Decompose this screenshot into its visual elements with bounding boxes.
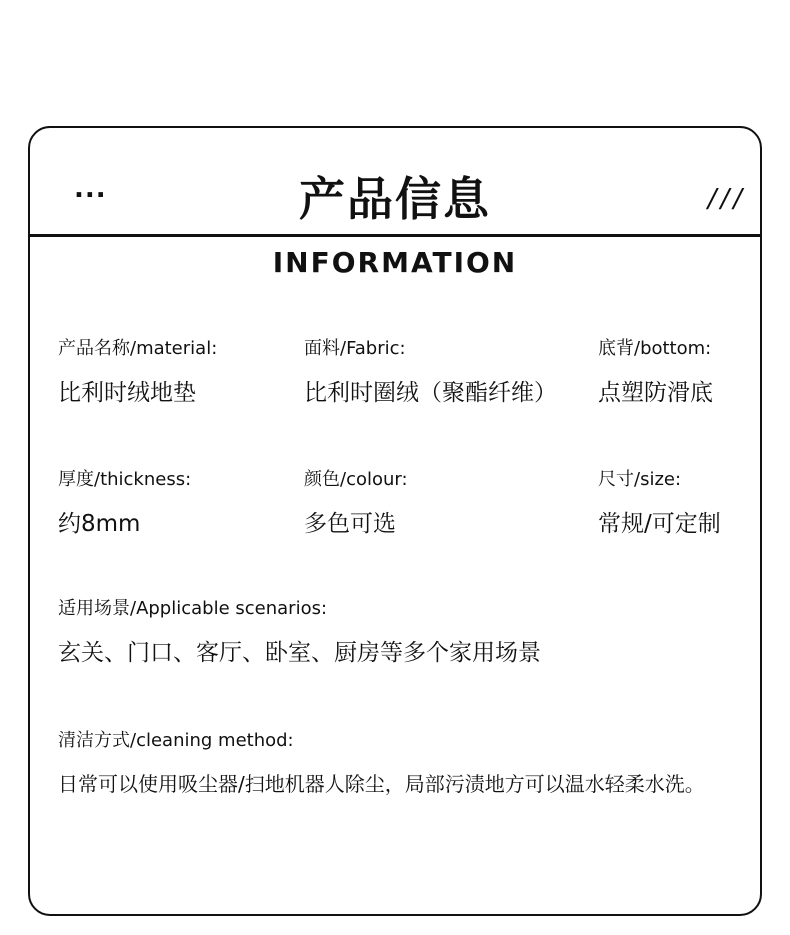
field-label: 厚度/thickness: [58, 469, 192, 490]
field-label: 底背/bottom: [598, 338, 712, 359]
field-value: 点塑防滑底 [598, 379, 713, 406]
field-thickness [58, 469, 191, 538]
field-value: 比利时绒地垫 [58, 379, 196, 406]
field-label: 产品名称/material: [58, 338, 218, 359]
header-divider [30, 234, 760, 237]
page-title: 产品信息 [299, 172, 491, 226]
field-label: 清洁方式/cleaning method: [58, 730, 294, 751]
field-label: 颜色/colour: [304, 469, 408, 490]
field-size [598, 469, 721, 538]
field-cleaning [58, 730, 705, 796]
field-value: 玄关、门口、客厅、卧室、厨房等多个家用场景 [58, 639, 541, 666]
field-bottom [598, 338, 713, 407]
page-subtitle: INFORMATION [272, 246, 518, 279]
slash-decoration: /// [707, 184, 746, 214]
field-label: 尺寸/size: [598, 469, 682, 490]
field-value: 常规/可定制 [598, 510, 721, 537]
field-label: 适用场景/Applicable scenarios: [58, 598, 328, 619]
field-label: 面料/Fabric: [304, 338, 406, 359]
field-scenarios [58, 598, 541, 667]
field-value: 多色可选 [304, 510, 396, 537]
field-fabric [304, 338, 557, 407]
field-colour [304, 469, 408, 538]
field-material [58, 338, 217, 407]
info-card [28, 126, 762, 916]
ellipsis-decoration: ... [74, 174, 107, 204]
field-value: 比利时圈绒（聚酯纤维） [304, 379, 557, 406]
field-value: 日常可以使用吸尘器/扫地机器人除尘，局部污渍地方可以温水轻柔水洗。 [58, 771, 705, 796]
field-value: 约8mm [58, 510, 141, 537]
